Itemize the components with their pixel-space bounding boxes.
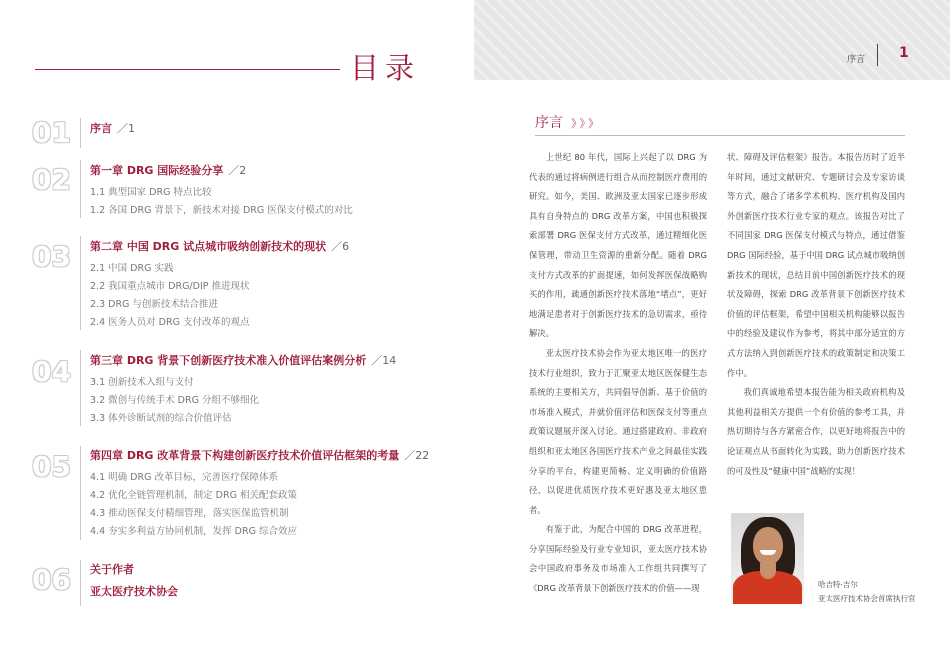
toc-number: 04 <box>32 355 71 388</box>
toc-page: ／22 <box>404 449 430 462</box>
toc-subentry[interactable]: 1.1 典型国家 DRG 特点比较 <box>90 187 212 198</box>
toc-page: ／6 <box>331 240 350 253</box>
photo-caption-name: 哈吉特·吉尔 <box>818 580 858 589</box>
header-rule <box>35 69 340 70</box>
toc-page: ／1 <box>117 122 135 135</box>
preface-paragraph: 我们真诚地希望本报告能为相关政府机构及其他利益相关方提供一个有价值的参考工具，并热切期待与各方紧密合作，以更好地将报告中的论证观点从书面转化为实践，助力创新医疗技术的可及性及“健康中国”战略的实现！ <box>727 387 905 476</box>
toc-subentry[interactable]: 2.1 中国 DRG 实践 <box>90 263 174 274</box>
toc-divider <box>80 446 81 540</box>
preface-column-2 <box>727 148 905 481</box>
toc-title-text: 序言 <box>90 122 112 135</box>
toc-subentry[interactable]: 3.3 体外诊断试剂的综合价值评估 <box>90 413 232 424</box>
toc-entry-chapter-2[interactable] <box>90 238 349 254</box>
toc-subentry[interactable]: 2.4 医务人员对 DRG 支付改革的观点 <box>90 317 250 328</box>
toc-number: 03 <box>32 240 71 273</box>
preface-column-1 <box>529 148 707 599</box>
preface-paragraph: 上世纪 80 年代，国际上兴起了以 DRG 为代表的通过将病例进行组合从而控制医疗费用的研究。如今，美国、欧洲及亚太国家已逐步形成具有自身特点的 DRG 改革方案，中国也积极探索部署 DRG 医保支付方式改革，通过精细化医保管理，带动卫生资源的重新分配。随着 DRG 支付方式改革的扩面提速，如何发挥医保战略购买的作用，疏通创新医疗技术落地“堵点”，更好地满足患者对于创新医疗技术的急切需求，亟待解决。 <box>529 152 707 339</box>
toc-subentry[interactable]: 2.3 DRG 与创新技术结合推进 <box>90 299 218 310</box>
page-title: 目录 <box>350 51 421 85</box>
preface-arrows: 》》》 <box>571 117 602 130</box>
toc-number: 02 <box>32 163 71 196</box>
header-gray-block <box>474 0 950 80</box>
toc-title-text: 第四章 DRG 改革背景下构建创新医疗技术价值评估框架的考量 <box>90 449 400 462</box>
page-number: 1 <box>899 45 909 61</box>
preface-paragraph: 状、障碍及评估框架》报告。本报告历时了近半年时间，通过文献研究、专题研讨会及专家访谈等方式，融合了诸多学术机构、医疗机构及国内外创新医疗技术行业专家的观点。该报告对比了不同国家 DRG 医保支付模式与特点，通过借鉴 DRG 国际经验，基于中国 DRG 试点城市吸纳创新技术的现状，总结目前中国创新医疗技术的现状及障碍，探索 DRG 改革背景下创新医疗技术价值的评估框架，希望中国相关机构能够以报告中的经验及建议作为参考，将其中部分适宜的方式方法纳入到创新医疗技术的政策制定和决策工作中。 <box>727 152 905 378</box>
toc-subentry[interactable]: 4.1 明确 DRG 改革目标，完善医疗保障体系 <box>90 472 278 483</box>
toc-subentry[interactable]: 4.2 优化全链管理机制，制定 DRG 相关配套政策 <box>90 490 297 501</box>
toc-entry-preface[interactable] <box>90 120 135 136</box>
preface-paragraph: 亚太医疗技术协会作为亚太地区唯一的医疗技术行业组织，致力于汇聚亚太地区医保健生态系统的主要相关方，共同倡导创新、基于价值的市场准入模式，并就价值评估和医保支付等重点政策议题展开深入讨论。通过搭建政府、非政府组织和亚太地区各国医疗技术产业之间最佳实践分享的平台，构建更简畅、定义明确的价值路径，以促进优质医疗技术更好惠及亚太地区患者。 <box>529 347 707 515</box>
toc-page: ／2 <box>228 164 247 177</box>
toc-divider <box>80 236 81 330</box>
toc-divider <box>80 350 81 426</box>
toc-entry-chapter-4[interactable] <box>90 447 429 463</box>
preface-heading <box>535 112 602 132</box>
toc-title-text: 第一章 DRG 国际经验分享 <box>90 164 224 177</box>
toc-number: 01 <box>32 116 71 149</box>
toc-subentry[interactable]: 1.2 各国 DRG 背景下，新技术对接 DRG 医保支付模式的对比 <box>90 205 353 216</box>
toc-subentry[interactable]: 3.2 微创与传统手术 DRG 分组不够细化 <box>90 395 259 406</box>
preface-title-text: 序言 <box>535 115 563 131</box>
preface-paragraph: 有鉴于此，为配合中国的 DRG 改革进程，分享国际经验及行业专业知识，亚太医疗技术协会中国政府事务及市场准入工作组共同撰写了《DRG 改革背景下创新医疗技术的价值——现 <box>529 524 707 594</box>
toc-subentry[interactable]: 4.4 夯实多利益方协同机制，发挥 DRG 综合效应 <box>90 526 297 537</box>
toc-divider <box>80 118 81 148</box>
toc-entry-about-author[interactable]: 关于作者 <box>90 563 134 576</box>
photo-caption-role: 亚太医疗技术协会首席执行官 <box>818 594 916 603</box>
toc-number: 05 <box>32 450 71 483</box>
toc-title-text: 第三章 DRG 背景下创新医疗技术准入价值评估案例分析 <box>90 354 367 367</box>
toc-subentry[interactable]: 4.3 推动医保支付精细管理，落实医保监管机制 <box>90 508 289 519</box>
toc-page: ／14 <box>371 354 397 367</box>
toc-divider <box>80 160 81 218</box>
toc-entry-chapter-3[interactable] <box>90 352 396 368</box>
toc-entry-chapter-1[interactable] <box>90 162 246 178</box>
page-separator <box>877 44 878 66</box>
toc-entry-association[interactable]: 亚太医疗技术协会 <box>90 585 178 598</box>
preface-rule <box>535 135 905 136</box>
author-photo <box>731 513 804 604</box>
running-section-label: 序言 <box>847 55 866 65</box>
toc-divider <box>80 560 81 606</box>
toc-subentry[interactable]: 2.2 我国重点城市 DRG/DIP 推进现状 <box>90 281 250 292</box>
toc-title-text: 第二章 中国 DRG 试点城市吸纳创新技术的现状 <box>90 240 327 253</box>
toc-number: 06 <box>32 563 71 596</box>
toc-subentry[interactable]: 3.1 创新技术入组与支付 <box>90 377 194 388</box>
